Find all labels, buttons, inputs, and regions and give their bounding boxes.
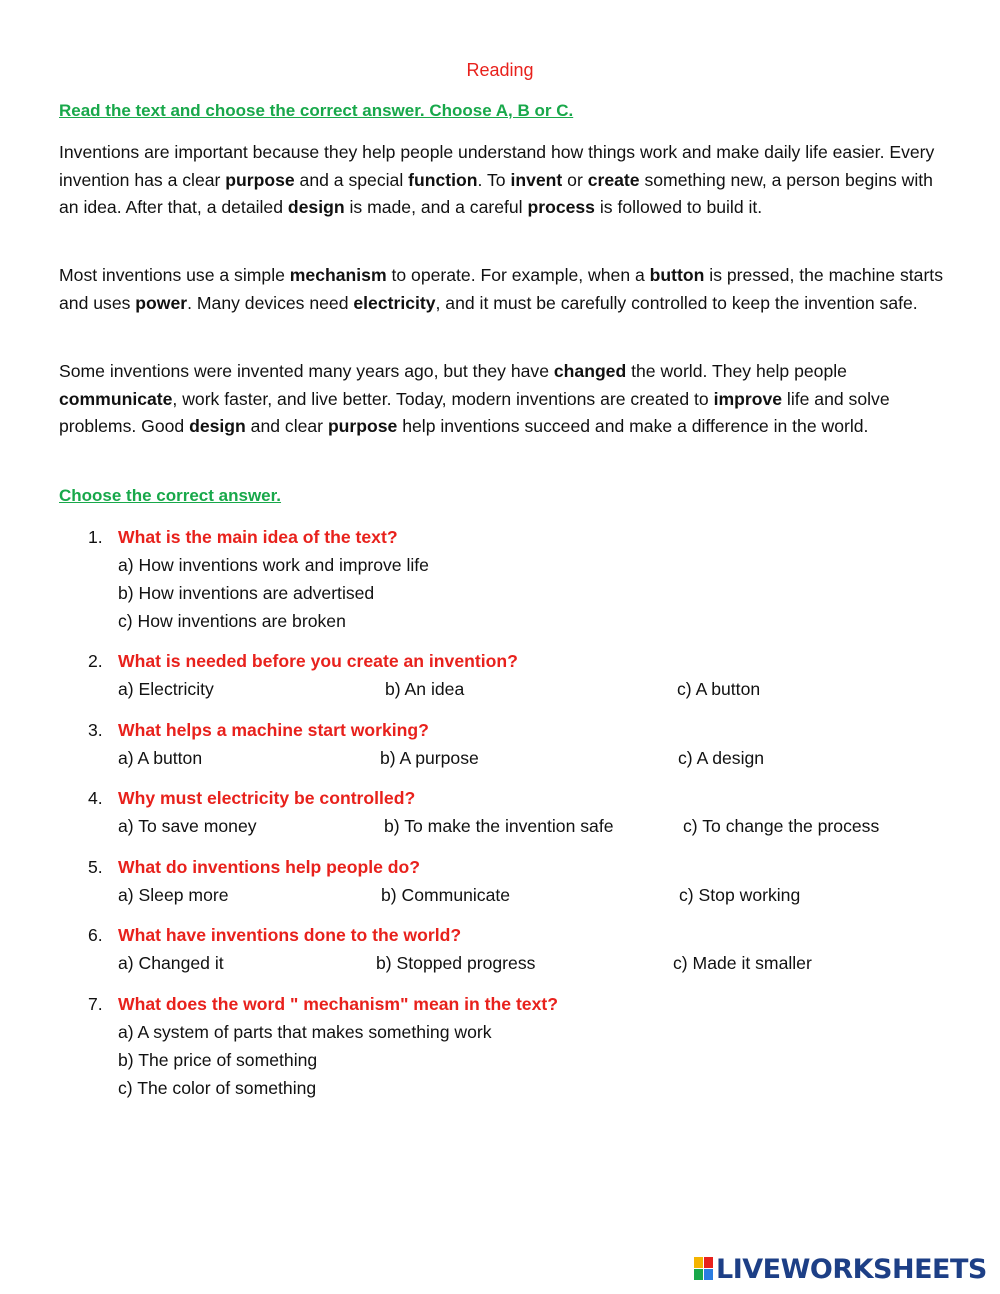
text-run: and clear	[245, 416, 328, 437]
option-b[interactable]: b) An idea	[385, 679, 465, 699]
keyword: changed	[553, 361, 627, 381]
text-run: something new, a person begins with an idea. After that, a detailed	[59, 169, 933, 218]
text-run: . To	[477, 169, 511, 190]
option-c[interactable]: c) Made it smaller	[673, 953, 812, 973]
question-number: 1.	[88, 527, 103, 547]
keyword: create	[587, 169, 640, 190]
question-text: Why must electricity be controlled?	[118, 788, 416, 808]
text-run: Most inventions use a simple	[59, 265, 290, 285]
question-number: 3.	[88, 720, 103, 740]
question-6	[88, 925, 968, 981]
text-run: or	[562, 169, 588, 190]
text-run: help inventions succeed and make a difference in the world.	[397, 416, 869, 437]
main-instruction: Read the text and choose the correct answer. Choose A, B or C.	[59, 101, 574, 120]
logo-text: LIVEWORKSHEETS	[716, 1253, 987, 1285]
question-text: What is the main idea of the text?	[118, 527, 398, 547]
keyword: purpose	[225, 169, 295, 190]
text-run: is pressed, the machine starts and uses	[59, 265, 943, 313]
option-c[interactable]: c) A button	[677, 679, 761, 699]
option-b[interactable]: b) The price of something	[118, 1050, 318, 1070]
question-7	[88, 994, 968, 1104]
text-run: , work faster, and live better. Today, modern inventions are created to	[172, 388, 714, 409]
keyword: invent	[510, 169, 563, 190]
question-5	[88, 857, 968, 913]
text-run: to operate. For example, when a	[386, 265, 650, 285]
liveworksheets-logo[interactable]	[694, 1253, 987, 1285]
question-text: What helps a machine start working?	[118, 720, 429, 740]
question-text: What does the word " mechanism" mean in the text?	[118, 994, 558, 1014]
text-run: life and solve problems. Good	[59, 388, 890, 437]
keyword: communicate	[59, 388, 173, 409]
option-c[interactable]: c) To change the process	[683, 816, 880, 836]
keyword: button	[649, 265, 705, 285]
option-c[interactable]: c) The color of something	[118, 1078, 317, 1098]
question-number: 6.	[88, 925, 103, 945]
questions-instruction: Choose the correct answer.	[59, 486, 282, 505]
keyword: design	[189, 416, 246, 437]
logo-mark-icon	[694, 1257, 714, 1281]
option-b[interactable]: b) Communicate	[381, 885, 511, 905]
option-b[interactable]: b) Stopped progress	[376, 953, 536, 973]
option-a[interactable]: a) A button	[118, 748, 203, 768]
keyword: mechanism	[289, 265, 387, 285]
keyword: improve	[713, 388, 783, 409]
option-c[interactable]: c) How inventions are broken	[118, 611, 346, 631]
keyword: function	[408, 169, 478, 190]
option-a[interactable]: a) Sleep more	[118, 885, 229, 905]
text-run: the world. They help people	[626, 361, 847, 381]
question-text: What do inventions help people do?	[118, 857, 421, 877]
text-run: . Many devices need	[187, 292, 354, 313]
question-2	[88, 651, 968, 707]
paragraph-3	[59, 358, 949, 441]
question-number: 2.	[88, 651, 103, 671]
question-3	[88, 720, 968, 776]
keyword: power	[135, 292, 188, 313]
page-title: Reading	[466, 60, 534, 80]
paragraph-2	[59, 262, 949, 317]
keyword: electricity	[353, 292, 436, 313]
option-a[interactable]: a) To save money	[118, 816, 257, 836]
text-run: and a special	[294, 169, 409, 190]
keyword: purpose	[327, 416, 398, 437]
option-c[interactable]: c) A design	[678, 748, 765, 768]
option-a[interactable]: a) How inventions work and improve life	[118, 555, 429, 575]
paragraph-1	[59, 139, 949, 222]
keyword: process	[527, 197, 595, 218]
text-run: is made, and a careful	[344, 197, 528, 218]
text-run: , and it must be carefully controlled to keep the invention safe.	[435, 292, 918, 313]
question-number: 7.	[88, 994, 103, 1014]
option-a[interactable]: a) Changed it	[118, 953, 224, 973]
option-c[interactable]: c) Stop working	[679, 885, 801, 905]
option-b[interactable]: b) To make the invention safe	[384, 816, 614, 836]
question-1	[88, 527, 968, 637]
option-a[interactable]: a) A system of parts that makes something work	[118, 1022, 492, 1042]
keyword: design	[287, 197, 345, 218]
text-run: Inventions are important because they help people understand how things work and make daily life easier. Every invention has a clear	[59, 142, 935, 190]
question-4	[88, 788, 968, 844]
question-number: 4.	[88, 788, 103, 808]
question-number: 5.	[88, 857, 103, 877]
question-text: What have inventions done to the world?	[118, 925, 462, 945]
option-b[interactable]: b) How inventions are advertised	[118, 583, 375, 603]
text-run: Some inventions were invented many years ago, but they have	[59, 361, 554, 381]
option-a[interactable]: a) Electricity	[118, 679, 214, 699]
option-b[interactable]: b) A purpose	[380, 748, 479, 768]
text-run: is followed to build it.	[594, 197, 763, 218]
question-text: What is needed before you create an invention?	[118, 651, 518, 671]
